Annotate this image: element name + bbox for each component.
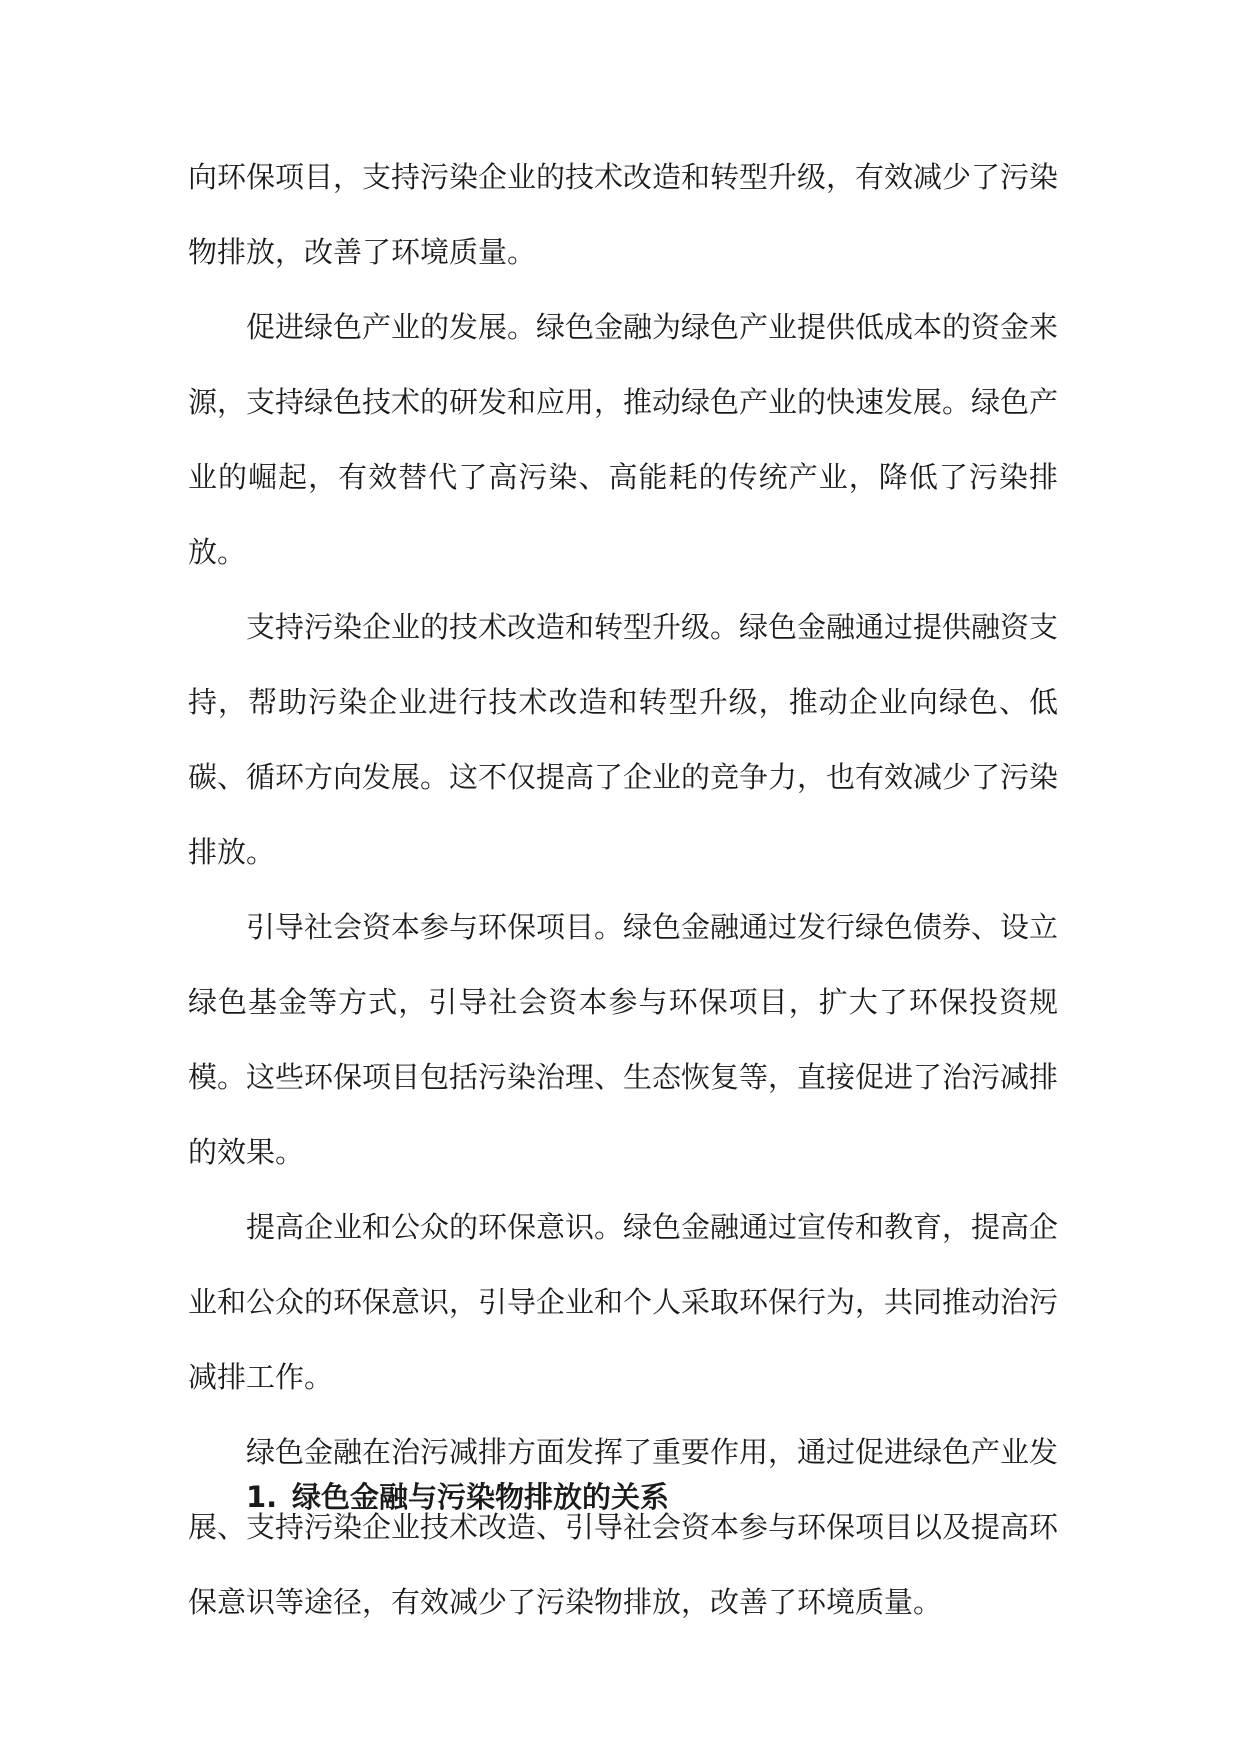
paragraph-green-industry: 促进绿色产业的发展。绿色金融为绿色产业提供低成本的资金来源，支持绿色技术的研发和应用，推动绿色产业的快速发展。绿色产业的崛起，有效替代了高污染、高能耗的传统产业，降低了污染排放。 <box>188 310 1059 569</box>
paragraph-tech-upgrade: 支持污染企业的技术改造和转型升级。绿色金融通过提供融资支持，帮助污染企业进行技术改造和转型升级，推动企业向绿色、低碳、循环方向发展。这不仅提高了企业的竞争力，也有效减少了污染排放。 <box>188 610 1059 869</box>
paragraph-summary: 绿色金融在治污减排方面发挥了重要作用，通过促进绿色产业发展、支持污染企业技术改造、引导社会资本参与环保项目以及提高环保意识等途径，有效减少了污染物排放，改善了环境质量。 <box>188 1435 1059 1619</box>
body-text <box>188 140 1058 1640</box>
section-heading <box>246 1477 669 1517</box>
paragraph-continuation: 向环保项目，支持污染企业的技术改造和转型升级，有效减少了污染物排放，改善了环境质量。 <box>188 160 1059 269</box>
section-number: 1. <box>246 1480 278 1514</box>
paragraph-awareness: 提高企业和公众的环保意识。绿色金融通过宣传和教育，提高企业和公众的环保意识，引导企业和个人采取环保行为，共同推动治污减排工作。 <box>188 1210 1059 1394</box>
section-title: 绿色金融与污染物排放的关系 <box>292 1480 670 1514</box>
paragraph-social-capital: 引导社会资本参与环保项目。绿色金融通过发行绿色债券、设立绿色基金等方式，引导社会资本参与环保项目，扩大了环保投资规模。这些环保项目包括污染治理、生态恢复等，直接促进了治污减排的效果。 <box>188 910 1059 1169</box>
